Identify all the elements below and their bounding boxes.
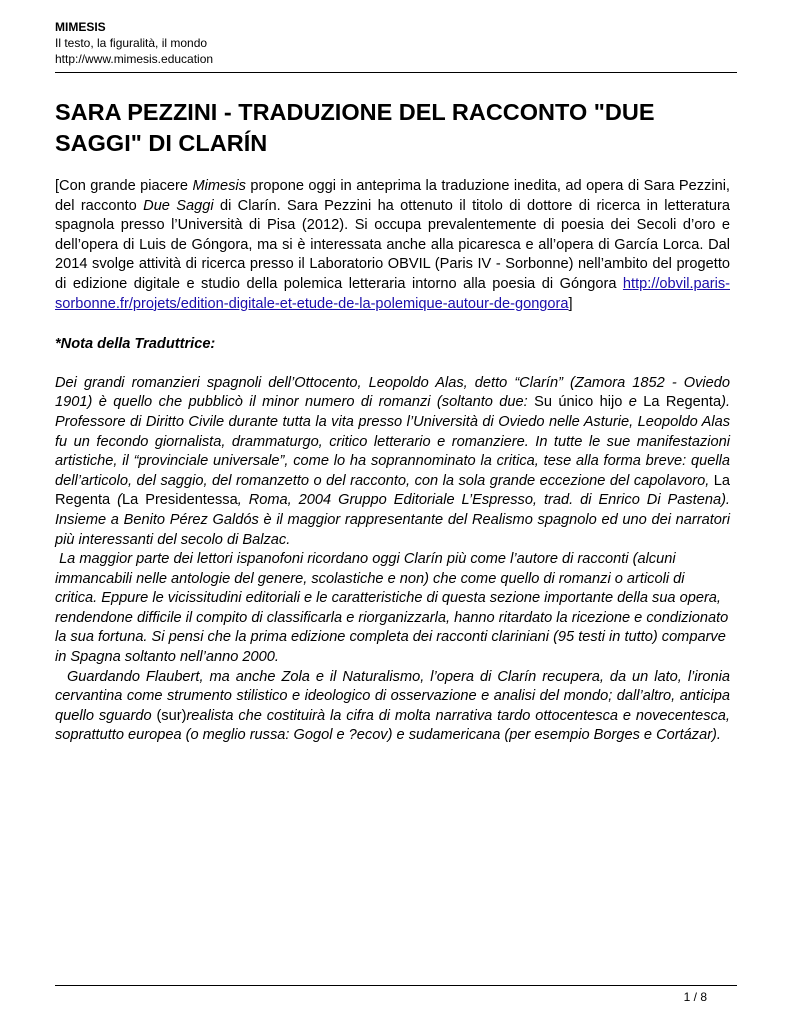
site-url: http://www.mimesis.education bbox=[55, 52, 214, 66]
p3-sur: (sur) bbox=[156, 707, 187, 724]
p3-text-c: realista che costituirà la cifra di molta narrativa tardo ottocentesca e novecentesca, soprattutto europea (o meglio russa: Gogol e ?ecov) e sudamericana (per esempio Borges e Cortázar). bbox=[55, 707, 730, 744]
p2-text: La maggior parte dei lettori ispanofoni ricordano oggi Clarín più come l’autore di racconti (alcuni immancabili nelle antologie del genere, scolastiche e non) che come quello di romanzi o articoli di critica. Eppure le vicissitudini editoriali e le caratteristiche di questa sezione importante della sua opera, rendendone difficile il compito di classificarla e riorganizzarla, hanno ritardato la ricezione e condizionato la sua fortuna. Si pensi che la prima edizione completa dei racconti clariniani (95 testi in tutto) comparve in Spagna soltanto nell’anno 2000. bbox=[55, 551, 733, 666]
intro-mimesis: Mimesis bbox=[192, 178, 246, 194]
intro-paragraph bbox=[55, 177, 730, 314]
intro-text-3: di Clarín. Sara Pezzini ha ottenuto il titolo di dottore di ricerca in letteratura spagnola presso l’Università di Pisa (2012). Si occupa prevalentemente di poesia dei Secoli d’oro e dell’opera di Luis de Góngora, ma si è interessata anche alla picaresca e all’opera di García Lorca. Dal 2014 svolge attività di ricerca presso il Laboratorio OBVIL (Paris IV - Sorbonne) nell’ambito del progetto di edizione digitale e studio della polemica letteraria intorno alla poesia di Góngora bbox=[55, 197, 731, 292]
p1-la-presidentessa: La Presidentessa bbox=[122, 492, 238, 509]
header-divider bbox=[55, 72, 737, 73]
nota-heading: *Nota della Traduttrice: bbox=[55, 336, 216, 353]
p1-la-regenta: La Regenta bbox=[643, 394, 722, 411]
footer-divider bbox=[55, 985, 737, 986]
intro-due-saggi: Due Saggi bbox=[143, 197, 214, 214]
p1-text-i: , Roma, 2004 Gruppo Editoriale L’Espresso, trad. di Enrico Di Pastena). Insieme a Benito Pérez Galdós è il maggior rappresentante del Realismo spagnolo ed uno dei narratori più interessanti del secolo di Balzac. bbox=[55, 492, 730, 548]
intro-text-1: [Con grande piacere bbox=[55, 178, 193, 194]
paragraph-3 bbox=[55, 668, 735, 746]
article-body bbox=[55, 177, 735, 746]
p1-su-unico-hijo: Su único hijo bbox=[534, 394, 623, 411]
obvil-link[interactable]: http://obvil.paris-sorbonne.fr/projets/edition-digitale-et-etude-de-la-polemique-autour-de-gongora bbox=[55, 275, 730, 312]
p1-text-e: ). Professore di Diritto Civile durante tutta la vita presso l’Università di Oviedo nelle Asturie, Leopoldo Alas fu un fecondo giornalista, drammaturgo, critico letterario e romanziere. In tutte le sue manifestazioni artistiche, il “provinciale universale”, come lo ha soprannominato la critica, tese alla forma breve: quella dell’articolo, del saggio, del romanzetto o del racconto, con la sola grande eccezione del capolavoro, bbox=[55, 394, 730, 489]
intro-text-4: ] bbox=[568, 295, 573, 312]
page-header bbox=[55, 19, 737, 67]
site-name: MIMESIS bbox=[55, 20, 106, 34]
intro-text-2: propone oggi in anteprima la traduzione inedita, ad opera di Sara Pezzini, del racconto bbox=[55, 178, 730, 214]
page-number: 1 / 8 bbox=[683, 990, 707, 1004]
paragraph-2 bbox=[55, 550, 733, 668]
article-title: SARA PEZZINI - TRADUZIONE DEL RACCONTO "DUE SAGGI" DI CLARÍN bbox=[55, 99, 655, 156]
p3-text-a: Guardando Flaubert, ma anche Zola e il Naturalismo, l’opera di Clarín recupera, da un lato, l’ironia cervantina come strumento stilistico e ideologico di osservazione e analisi del mondo; dall’altro, anticipa quello sguardo bbox=[55, 668, 735, 724]
p1-text-a: Dei grandi romanzieri spagnoli dell’Ottocento, Leopoldo Alas, detto “Clarín” (Zamora 1852 - Oviedo 1901) è quello che pubblicò il minor numero di romanzi (soltanto due: bbox=[55, 374, 730, 411]
p1-la-regenta-2: La Regenta bbox=[55, 472, 730, 509]
paragraph-1 bbox=[55, 374, 730, 550]
p1-text-c: e bbox=[622, 394, 644, 411]
site-tagline: Il testo, la figuralità, il mondo bbox=[55, 36, 208, 50]
p1-text-g: ( bbox=[110, 492, 123, 509]
